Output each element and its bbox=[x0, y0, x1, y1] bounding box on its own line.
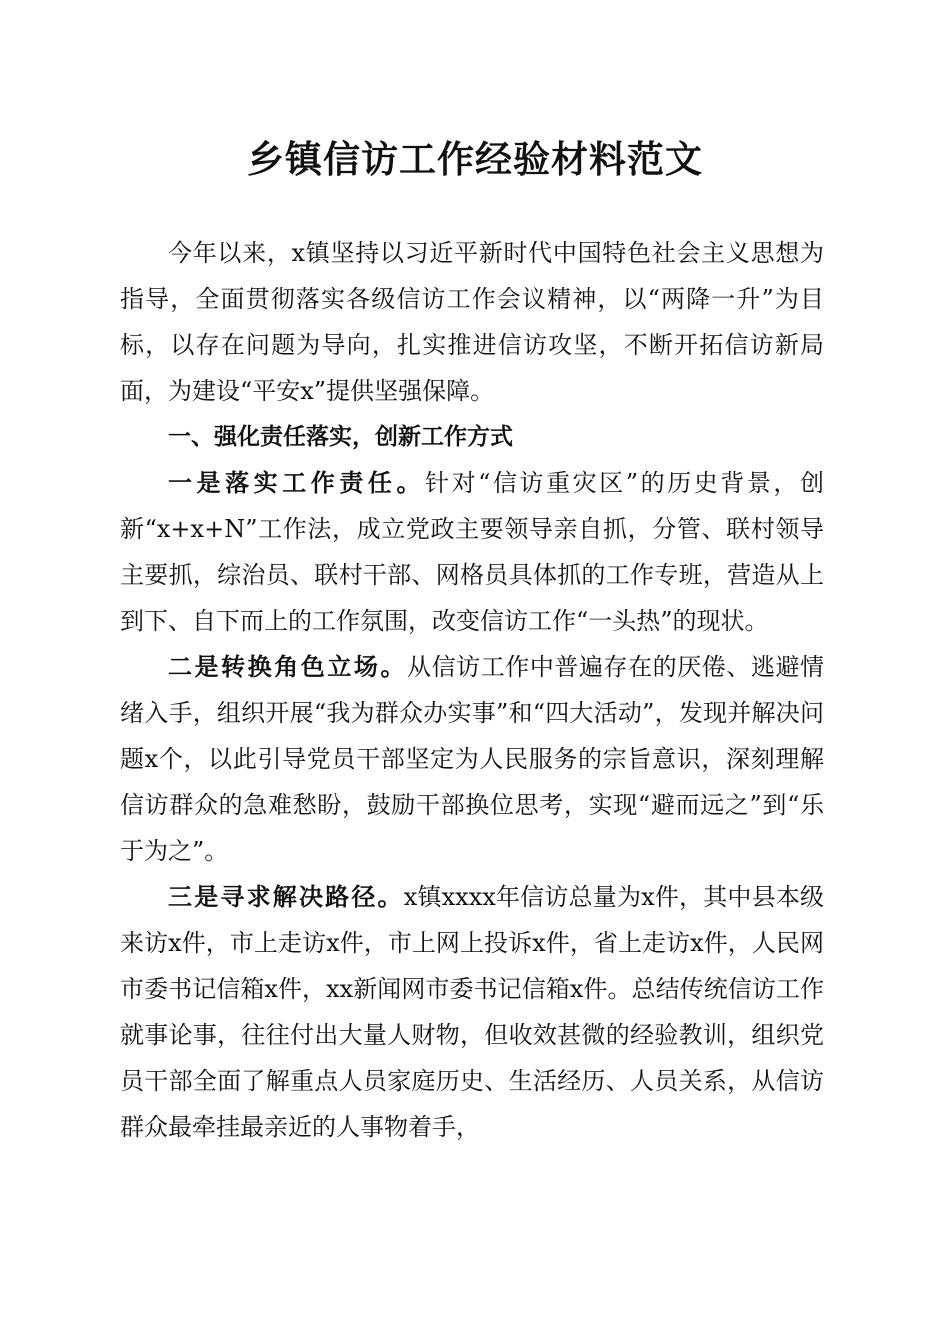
item-text: 从信访工作中普遍存在的厌倦、逃避情绪入手，组织开展“我为群众办实事”和“四大活动”，发现并解决问题x个，以此引导党员干部坚定为人民服务的宗旨意识，深刻理解信访群众的急难愁盼，鼓励干部换位思考，实现“避而远之”到“乐于为之”。 bbox=[120, 653, 825, 865]
item-lead: 二是转换角色立场。 bbox=[168, 653, 408, 681]
section-heading: 一、强化责任落实，创新工作方式 bbox=[168, 424, 513, 450]
item-lead: 一是落实工作责任。 bbox=[168, 469, 426, 497]
paragraph-item-2 bbox=[120, 644, 824, 874]
item-lead: 三是寻求解决路径。 bbox=[168, 883, 404, 911]
document-body bbox=[120, 230, 824, 1150]
item-text: x镇xxxx年信访总量为x件，其中县本级来访x件，市上走访x件，市上网上投诉x件，省上走访x件，人民网市委书记信箱x件，xx新闻网市委书记信箱x件。总结传统信访工作就事论事，往往付出大量人财物，但收效甚微的经验教训，组织党员干部全面了解重点人员家庭历史、生活经历、人员关系，从信访群众最牵挂最亲近的人事物着手， bbox=[120, 883, 825, 1141]
intro-paragraph: 今年以来，x镇坚持以习近平新时代中国特色社会主义思想为指导，全面贯彻落实各级信访工作会议精神，以“两降一升”为目标，以存在问题为导向，扎实推进信访攻坚，不断开拓信访新局面，为建设“平安x”提供坚强保障。 bbox=[120, 239, 824, 405]
paragraph-item-1 bbox=[120, 460, 824, 644]
document-title: 乡镇信访工作经验材料范文 bbox=[247, 137, 703, 181]
paragraph-item-3 bbox=[120, 874, 824, 1150]
item-text: 针对“信访重灾区”的历史背景，创新“x+x+N”工作法，成立党政主要领导亲自抓，分管、联村领导主要抓，综治员、联村干部、网格员具体抓的工作专班，营造从上到下、自下而上的工作氛围，改变信访工作“一头热”的现状。 bbox=[120, 469, 824, 635]
